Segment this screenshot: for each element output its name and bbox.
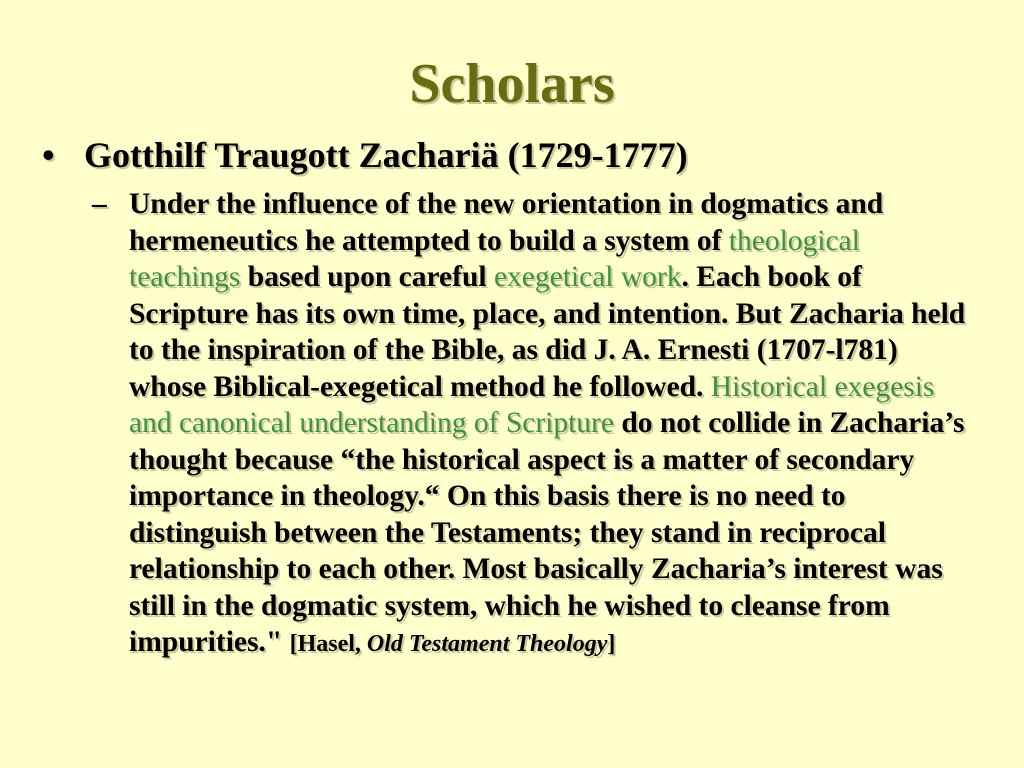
sub-bullet-text xyxy=(129,186,972,663)
text-segment: Under the influence of the new orientation in dogmatics and hermeneutics he attempted to build a system of xyxy=(129,188,884,257)
sub-bullet xyxy=(92,186,972,663)
citation xyxy=(290,631,616,657)
text-segment: based upon careful xyxy=(240,261,494,293)
highlight-exegetical-work: exegetical work xyxy=(493,261,682,293)
slide-title: Scholars xyxy=(409,53,615,115)
citation-close: ] xyxy=(607,631,616,657)
highlight-historical-exegesis: Historical exegesis and canonical understanding of Scripture xyxy=(129,370,935,439)
bullet-marker: • xyxy=(42,135,55,175)
bullet-item xyxy=(42,134,688,176)
text-segment: do not collide in Zacharia’s thought because “the historical aspect is a matter of secondary importance in theology.“ On this basis there is no need to distinguish between the Testaments; they stand in reciprocal relationship to each other. Most basically Zacharia’s interest was still in the dogmatic system, which he wished to cleanse from impurities." xyxy=(129,407,965,658)
sub-bullet-marker: – xyxy=(92,188,107,220)
citation-open: [Hasel, xyxy=(289,631,367,657)
citation-title: Old Testament Theology xyxy=(366,631,608,657)
text-segment: . Each book of Scripture has its own time, place, and intention. But Zacharia held to the inspiration of the Bible, as did J. A. Ernesti (1707-l781) whose Biblical-exegetical method he followed. xyxy=(129,261,966,403)
bullet-text: Gotthilf Traugott Zachariä (1729-1777) xyxy=(84,135,688,175)
highlight-theological-teachings: theological teachings xyxy=(129,224,860,293)
